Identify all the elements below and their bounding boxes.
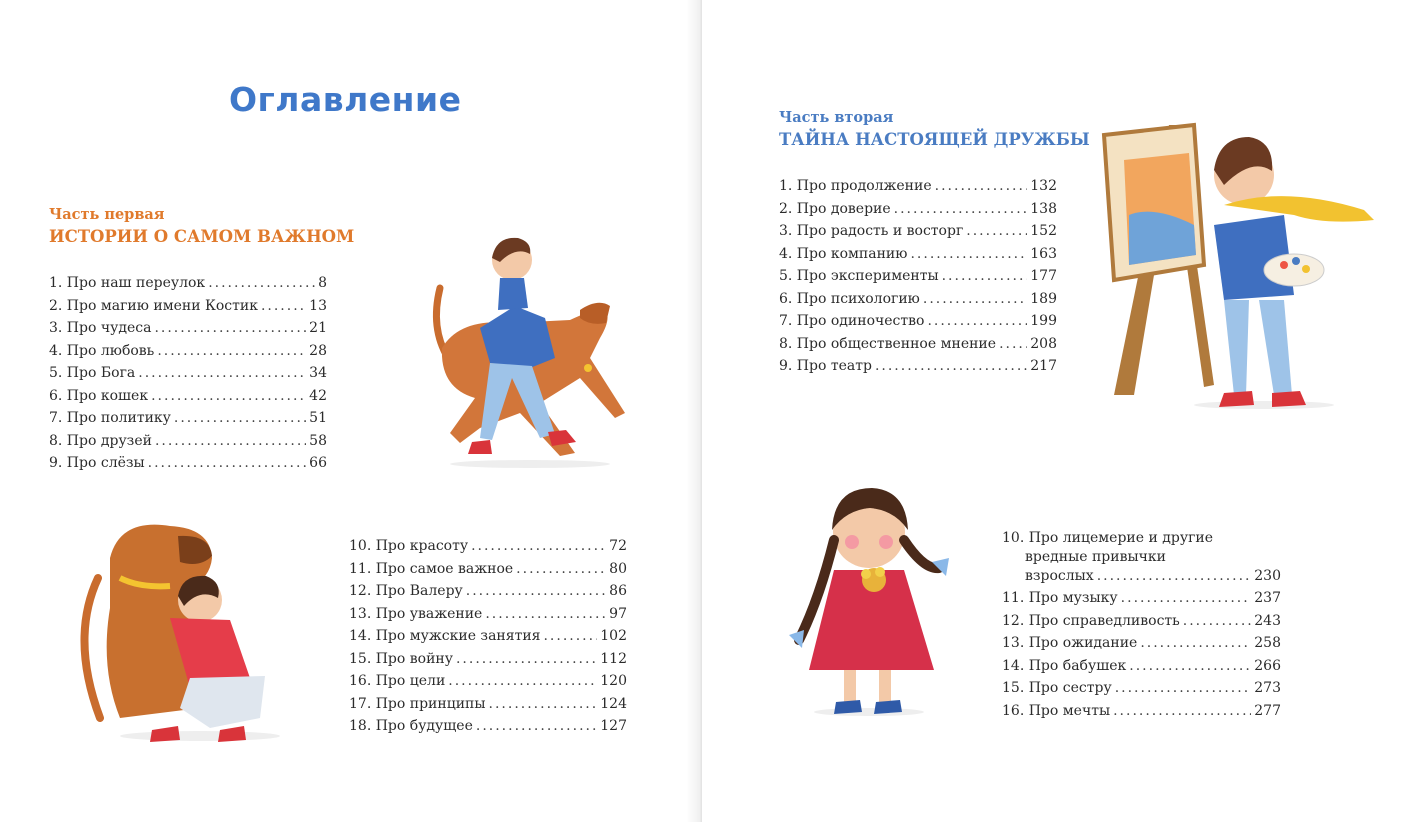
chapter-page-number: 13 <box>309 297 327 314</box>
list-item <box>779 355 1057 378</box>
girl-with-flowers-illustration <box>774 480 969 725</box>
chapter-10-page: 230 <box>1254 568 1281 584</box>
chapter-title: 13. Про ожидание <box>1002 635 1138 651</box>
chapter-page-number: 199 <box>1030 313 1057 329</box>
dot-leader <box>935 175 1028 198</box>
chapter-title: 8. Про друзей <box>49 432 152 449</box>
chapter-title: 7. Про одиночество <box>779 313 925 329</box>
list-item <box>1002 700 1281 723</box>
chapter-page-number: 72 <box>609 538 627 554</box>
dot-leader <box>999 333 1027 356</box>
chapter-page-number: 277 <box>1254 702 1281 719</box>
dot-leader <box>471 535 606 558</box>
list-item <box>779 220 1057 243</box>
list-item <box>1002 632 1281 655</box>
list-item <box>49 295 327 318</box>
chapter-title: 16. Про мечты <box>1002 702 1111 719</box>
chapter-page-number: 8 <box>318 275 327 291</box>
chapter-page-number: 177 <box>1030 268 1057 284</box>
dot-leader <box>456 648 597 671</box>
dot-leader <box>151 385 306 408</box>
list-item <box>1002 529 1281 586</box>
chapter-page-number: 28 <box>309 342 327 359</box>
chapter-page-number: 124 <box>600 695 627 712</box>
part-two-label: Часть вторая <box>779 109 894 126</box>
list-item <box>349 625 627 648</box>
dot-leader <box>1183 610 1251 633</box>
part-two-chapter-10 <box>1002 529 1281 586</box>
list-item <box>49 272 327 295</box>
dot-leader <box>923 288 1027 311</box>
dot-leader <box>208 272 315 295</box>
list-item <box>1002 587 1281 610</box>
dot-leader <box>138 362 306 385</box>
part-one-label: Часть первая <box>49 206 165 223</box>
chapter-title: 8. Про общественное мнение <box>779 335 997 352</box>
dot-leader <box>1129 655 1251 678</box>
list-item <box>349 715 627 738</box>
chapter-title: 16. Про цели <box>349 673 446 689</box>
chapter-10-line-2: вредные привычки <box>1025 549 1166 565</box>
chapter-page-number: 208 <box>1030 335 1057 352</box>
list-item <box>349 670 627 693</box>
chapter-page-number: 189 <box>1030 290 1057 307</box>
toc-heading: Оглавление <box>229 80 462 119</box>
list-item <box>779 288 1057 311</box>
part-two-chapter-list-a <box>779 175 1057 378</box>
chapter-title: 3. Про чудеса <box>49 320 152 336</box>
chapter-page-number: 273 <box>1254 680 1281 696</box>
dot-leader <box>543 625 597 648</box>
list-item <box>349 580 627 603</box>
list-item <box>779 175 1057 198</box>
chapter-page-number: 97 <box>609 605 627 622</box>
chapter-page-number: 34 <box>309 365 327 381</box>
part-two-title: ТАЙНА НАСТОЯЩЕЙ ДРУЖБЫ <box>779 130 1090 149</box>
list-item <box>779 333 1057 356</box>
chapter-page-number: 138 <box>1030 200 1057 217</box>
chapter-page-number: 163 <box>1030 245 1057 262</box>
chapter-title: 2. Про магию имени Костик <box>49 297 258 314</box>
chapter-title: 1. Про наш переулок <box>49 275 206 291</box>
dot-leader <box>875 355 1027 378</box>
dot-leader <box>157 340 306 363</box>
left-page <box>0 0 702 822</box>
list-item <box>49 452 327 475</box>
chapter-page-number: 58 <box>309 432 327 449</box>
list-item <box>1002 677 1281 700</box>
chapter-title: 11. Про самое важное <box>349 560 514 577</box>
dot-leader <box>966 220 1027 243</box>
chapter-page-number: 21 <box>309 320 327 336</box>
list-item <box>349 603 627 626</box>
dot-leader <box>148 452 307 475</box>
dot-leader <box>485 603 606 626</box>
list-item <box>349 558 627 581</box>
list-item <box>1002 610 1281 633</box>
chapter-title: 15. Про войну <box>349 650 453 667</box>
chapter-page-number: 120 <box>600 673 627 689</box>
chapter-page-number: 51 <box>309 410 327 426</box>
chapter-page-number: 112 <box>600 650 627 667</box>
chapter-page-number: 66 <box>309 455 327 471</box>
right-page <box>702 0 1408 822</box>
chapter-title: 9. Про слёзы <box>49 455 145 471</box>
chapter-title: 17. Про принципы <box>349 695 486 712</box>
chapter-title: 3. Про радость и восторг <box>779 223 964 239</box>
chapter-page-number: 217 <box>1030 358 1057 374</box>
list-item <box>779 198 1057 221</box>
chapter-title: 13. Про уважение <box>349 605 483 622</box>
chapter-title: 4. Про компанию <box>779 245 908 262</box>
chapter-title: 11. Про музыку <box>1002 590 1118 606</box>
dot-leader <box>942 265 1028 288</box>
chapter-page-number: 80 <box>609 560 627 577</box>
list-item <box>49 317 327 340</box>
chapter-page-number: 86 <box>609 583 627 599</box>
dot-leader <box>155 430 306 453</box>
chapter-title: 5. Про эксперименты <box>779 268 939 284</box>
list-item <box>349 535 627 558</box>
part-one-chapter-list-b <box>349 535 627 738</box>
list-item <box>349 648 627 671</box>
chapter-title: 18. Про будущее <box>349 718 473 734</box>
list-item <box>49 407 327 430</box>
dot-leader <box>910 243 1027 266</box>
chapter-page-number: 127 <box>600 718 627 734</box>
part-one-title: ИСТОРИИ О САМОМ ВАЖНОМ <box>49 227 355 246</box>
part-one-chapter-list-a <box>49 272 327 475</box>
dot-leader <box>927 310 1027 333</box>
dot-leader <box>1121 587 1252 610</box>
chapter-10-line-3: взрослых <box>1025 568 1094 584</box>
chapter-title: 6. Про кошек <box>49 387 149 404</box>
dot-leader <box>448 670 597 693</box>
chapter-title: 14. Про бабушек <box>1002 657 1127 674</box>
dot-leader <box>154 317 306 340</box>
list-item <box>779 243 1057 266</box>
chapter-title: 4. Про любовь <box>49 342 155 359</box>
chapter-title: 7. Про политику <box>49 410 171 426</box>
dot-leader <box>489 693 598 716</box>
chapter-page-number: 42 <box>309 387 327 404</box>
list-item <box>1002 655 1281 678</box>
chapter-title: 1. Про продолжение <box>779 178 932 194</box>
list-item <box>49 430 327 453</box>
list-item <box>779 310 1057 333</box>
chapter-title: 6. Про психологию <box>779 290 920 307</box>
chapter-title: 12. Про Валеру <box>349 583 463 599</box>
chapter-title: 14. Про мужские занятия <box>349 628 541 644</box>
chapter-title: 12. Про справедливость <box>1002 612 1180 629</box>
dot-leader <box>894 198 1028 221</box>
chapter-title: 10. Про красоту <box>349 538 469 554</box>
boy-hugging-dog-illustration <box>60 518 285 750</box>
dot-leader <box>516 558 606 581</box>
list-item <box>49 385 327 408</box>
chapter-page-number: 266 <box>1254 657 1281 674</box>
chapter-page-number: 237 <box>1254 590 1281 606</box>
dot-leader <box>174 407 306 430</box>
chapter-title: 2. Про доверие <box>779 200 891 217</box>
chapter-page-number: 102 <box>600 628 627 644</box>
dot-leader <box>1140 632 1251 655</box>
dot-leader <box>261 295 306 318</box>
chapter-10-line-1: 10. Про лицемерие и другие <box>1002 530 1214 546</box>
chapter-title: 5. Про Бога <box>49 365 136 381</box>
list-item <box>49 362 327 385</box>
chapter-page-number: 243 <box>1254 612 1281 629</box>
boy-walking-dog-illustration <box>420 228 635 473</box>
dot-leader <box>476 715 597 738</box>
dot-leader <box>1113 700 1251 723</box>
dot-leader <box>466 580 606 603</box>
list-item <box>49 340 327 363</box>
chapter-title: 15. Про сестру <box>1002 680 1112 696</box>
chapter-page-number: 152 <box>1030 223 1057 239</box>
boy-painting-easel-illustration <box>1074 115 1394 415</box>
list-item <box>779 265 1057 288</box>
part-two-chapter-list-b <box>1002 587 1281 722</box>
dot-leader <box>1115 677 1252 700</box>
chapter-page-number: 258 <box>1254 635 1281 651</box>
chapter-page-number: 132 <box>1030 178 1057 194</box>
chapter-title: 9. Про театр <box>779 358 872 374</box>
list-item <box>349 693 627 716</box>
